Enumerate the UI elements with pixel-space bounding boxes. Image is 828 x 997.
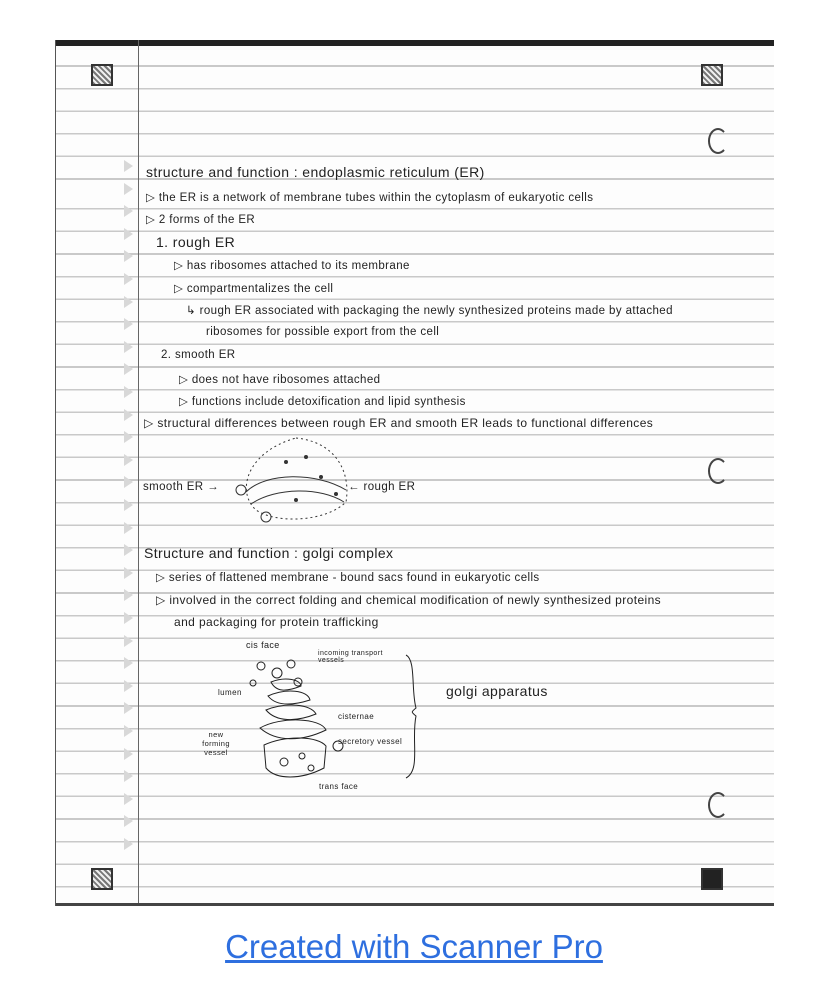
margin-line — [138, 40, 139, 906]
scanner-pro-link[interactable]: Created with Scanner Pro — [225, 928, 603, 965]
margin-triangle-icon — [124, 725, 133, 737]
golgi-heading: Structure and function : golgi complex — [144, 545, 394, 561]
golgi-label-lumen: lumen — [218, 688, 242, 697]
margin-triangle-icon — [124, 748, 133, 760]
margin-triangle-icon — [124, 567, 133, 579]
margin-triangle-icon — [124, 499, 133, 511]
margin-triangle-icon — [124, 770, 133, 782]
margin-triangle-icon — [124, 522, 133, 534]
note-line: and packaging for protein trafficking — [174, 615, 379, 629]
corner-marker — [701, 868, 723, 890]
golgi-label-trans-face: trans face — [319, 782, 359, 791]
note-line: 1. rough ER — [156, 234, 236, 250]
golgi-label-incoming: incoming transport vessels — [318, 650, 383, 664]
note-line: ▷ does not have ribosomes attached — [179, 374, 381, 386]
margin-triangle-icon — [124, 341, 133, 353]
margin-triangle-icon — [124, 409, 133, 421]
smooth-er-label: smooth ER → — [143, 481, 219, 493]
margin-triangle-icon — [124, 205, 133, 217]
note-line: ▷ compartmentalizes the cell — [174, 283, 334, 295]
note-line: ribosomes for possible export from the cell — [206, 326, 440, 338]
note-line: ▷ functions include detoxification and lipid synthesis — [179, 396, 466, 408]
margin-triangle-icon — [124, 680, 133, 692]
margin-triangle-icon — [124, 296, 133, 308]
binder-hole — [708, 458, 728, 484]
margin-triangle-icon — [124, 228, 133, 240]
margin-triangle-icon — [124, 454, 133, 466]
footer — [0, 928, 828, 966]
golgi-diagram — [246, 650, 436, 780]
page-top-edge — [56, 40, 774, 46]
rough-er-label: ← rough ER — [348, 481, 416, 493]
note-line: ↳ rough ER associated with packaging the newly synthesized proteins made by attached — [186, 305, 673, 317]
margin-triangle-icon — [124, 793, 133, 805]
note-line: ▷ structural differences between rough ER and smooth ER leads to functional differences — [144, 416, 654, 430]
margin-triangle-icon — [124, 431, 133, 443]
note-line: ▷ 2 forms of the ER — [146, 214, 256, 226]
er-diagram — [226, 432, 366, 527]
margin-triangle-icon — [124, 273, 133, 285]
scanned-notebook-page — [55, 40, 774, 906]
golgi-label-cisternae: cisternae — [338, 712, 375, 721]
margin-triangle-icon — [124, 635, 133, 647]
margin-triangle-icon — [124, 838, 133, 850]
margin-triangle-icon — [124, 589, 133, 601]
margin-triangle-icon — [124, 612, 133, 624]
note-line: ▷ the ER is a network of membrane tubes within the cytoplasm of eukaryotic cells — [146, 192, 594, 204]
golgi-label-secretory: secretory vessel — [338, 737, 403, 746]
corner-marker — [91, 64, 113, 86]
note-line: ▷ series of flattened membrane - bound sacs found in eukaryotic cells — [156, 572, 540, 584]
golgi-label-cis-face: cis face — [246, 640, 280, 650]
golgi-apparatus-label: golgi apparatus — [446, 683, 548, 699]
golgi-label-new-forming: new forming vessel — [202, 730, 230, 757]
margin-triangle-icon — [124, 657, 133, 669]
corner-marker — [91, 868, 113, 890]
margin-triangle-icon — [124, 544, 133, 556]
margin-triangle-icon — [124, 702, 133, 714]
margin-triangle-icon — [124, 250, 133, 262]
page-bottom-edge — [56, 903, 774, 906]
note-line: 2. smooth ER — [161, 349, 236, 361]
note-line: ▷ has ribosomes attached to its membrane — [174, 260, 410, 272]
margin-triangle-icon — [124, 183, 133, 195]
binder-hole — [708, 128, 728, 154]
margin-triangle-icon — [124, 815, 133, 827]
margin-triangle-icon — [124, 386, 133, 398]
er-heading: structure and function : endoplasmic reticulum (ER) — [146, 164, 485, 180]
binder-hole — [708, 792, 728, 818]
corner-marker — [701, 64, 723, 86]
margin-triangle-icon — [124, 476, 133, 488]
margin-triangle-icon — [124, 363, 133, 375]
note-line: ▷ involved in the correct folding and chemical modification of newly synthesized proteins — [156, 593, 662, 607]
margin-triangle-icon — [124, 160, 133, 172]
margin-triangle-icon — [124, 318, 133, 330]
